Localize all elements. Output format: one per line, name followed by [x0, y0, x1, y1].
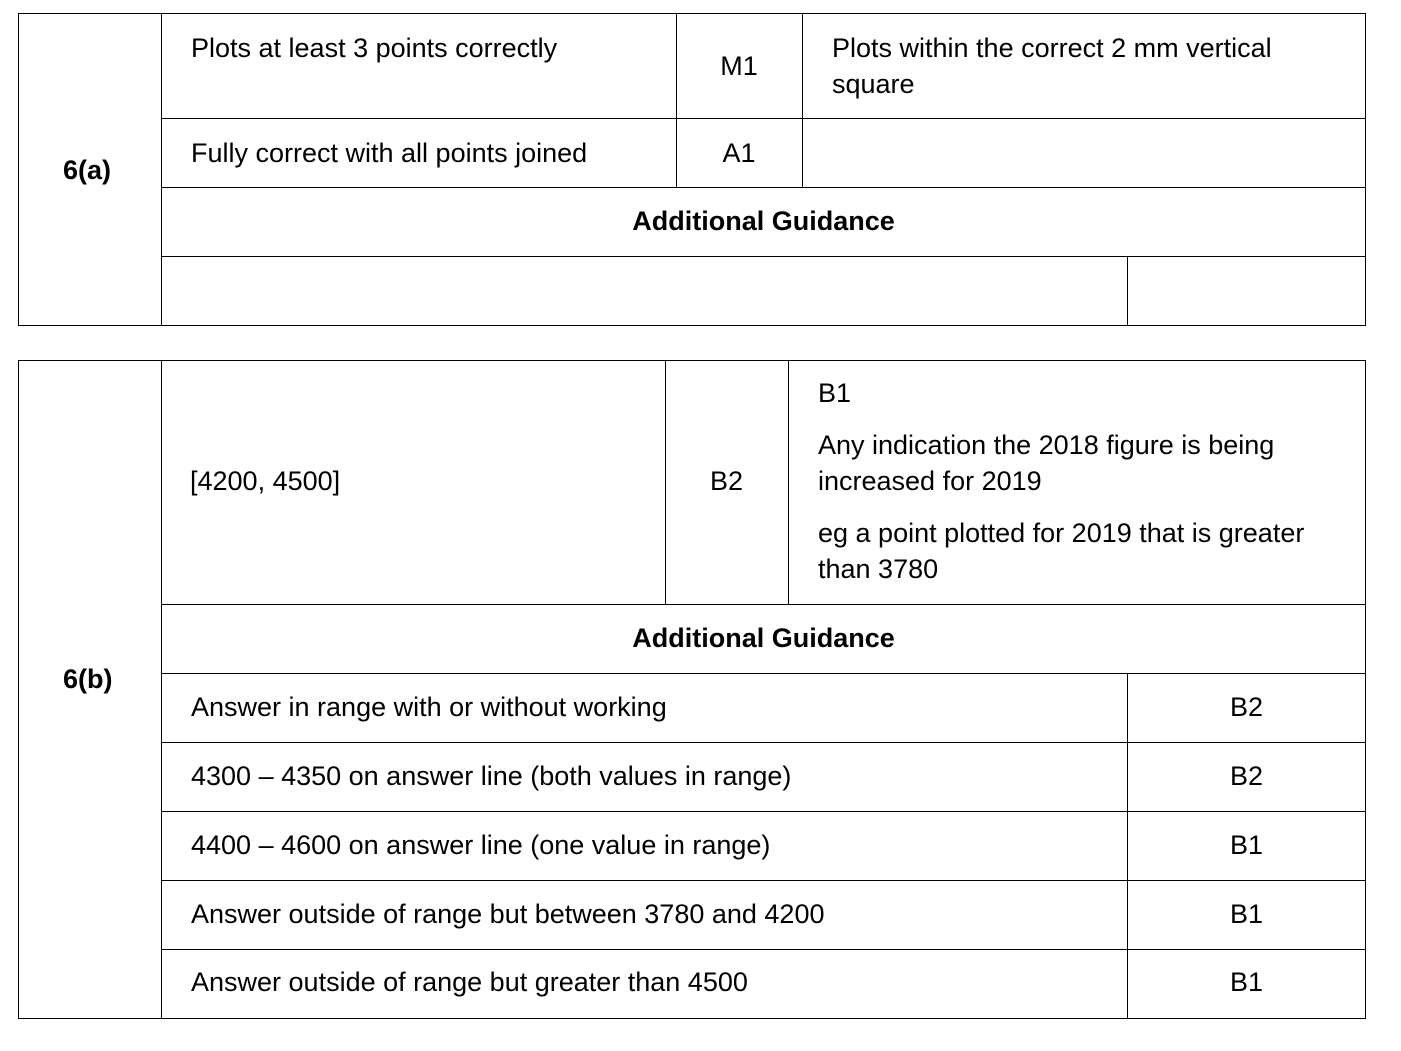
- divider: [161, 880, 1366, 881]
- comment-text: Plots within the correct 2 mm vertical: [832, 33, 1272, 63]
- guidance-mark: B1: [1229, 899, 1264, 929]
- guidance-text: Answer outside of range but greater than 4500: [191, 967, 748, 997]
- guidance-text: Answer outside of range but between 3780 and 4200: [191, 899, 825, 929]
- guidance-text: 4300 – 4350 on answer line (both values in range): [191, 761, 792, 791]
- guidance-mark: B1: [1229, 967, 1264, 997]
- mark-text: A1: [722, 138, 756, 168]
- comment-text: B1: [818, 378, 852, 408]
- guidance-heading: Additional Guidance: [632, 206, 895, 236]
- mark-text: B2: [709, 466, 744, 496]
- guidance-text: Answer in range with or without working: [191, 692, 667, 722]
- comment-text: Any indication the 2018 figure is being: [818, 430, 1275, 460]
- divider: [788, 360, 789, 605]
- question-label: 6(a): [63, 155, 112, 185]
- divider: [161, 673, 1366, 674]
- guidance-mark: B1: [1229, 830, 1264, 860]
- divider: [161, 604, 1366, 605]
- guidance-text: 4400 – 4600 on answer line (one value in range): [191, 830, 771, 860]
- guidance-mark: B2: [1229, 761, 1264, 791]
- comment-text: square: [832, 69, 915, 99]
- comment-text: than 3780: [818, 554, 939, 584]
- comment-text: increased for 2019: [818, 466, 1042, 496]
- question-label: 6(b): [63, 664, 113, 694]
- guidance-mark: B2: [1229, 692, 1264, 722]
- divider: [161, 360, 162, 1019]
- divider: [161, 949, 1366, 950]
- mark-text: M1: [720, 51, 758, 81]
- divider: [161, 811, 1366, 812]
- guidance-heading: Additional Guidance: [632, 623, 895, 653]
- answer-text: [4200, 4500]: [190, 466, 341, 496]
- answer-text: Fully correct with all points joined: [191, 138, 588, 168]
- divider: [802, 13, 803, 188]
- divider: [161, 187, 1366, 188]
- divider: [161, 742, 1366, 743]
- divider: [161, 118, 1366, 119]
- comment-text: eg a point plotted for 2019 that is greater: [818, 518, 1305, 548]
- divider: [161, 256, 1366, 257]
- answer-text: Plots at least 3 points correctly: [191, 33, 558, 63]
- divider: [161, 13, 162, 326]
- divider: [1127, 256, 1128, 326]
